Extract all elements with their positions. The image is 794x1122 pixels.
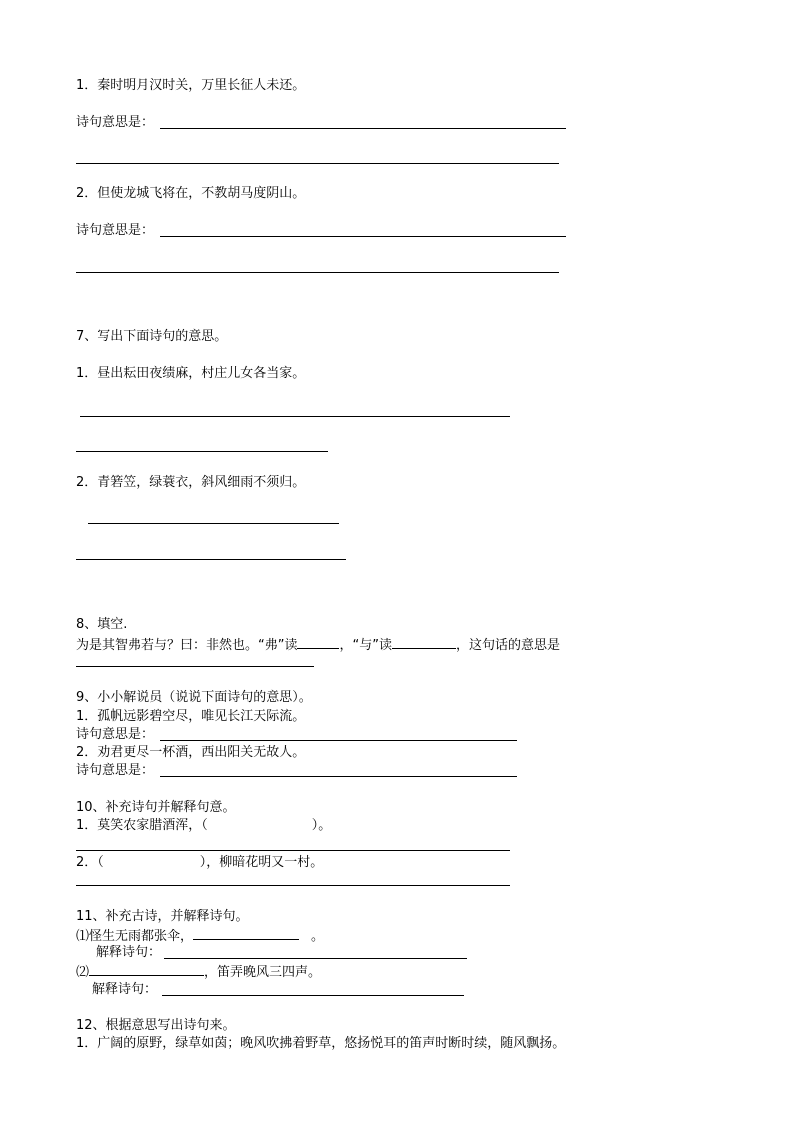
- s8-line1-part-a: 为是其智弗若与？曰：非然也。“弗”读: [76, 638, 298, 653]
- s11-q1-text: [76, 927, 324, 945]
- s11-q1-label: 解释诗句：: [96, 945, 162, 960]
- s9-q1-text: 1．孤帆远影碧空尽，唯见长江天际流。: [76, 709, 306, 724]
- s11-q2-blank[interactable]: [89, 963, 204, 976]
- s11-q1-answer-line[interactable]: [164, 958, 467, 959]
- s10-q1-text: [76, 818, 331, 834]
- s11-q2-part-b: ，笛弄晚风三四声。: [204, 965, 322, 980]
- s10-q1-part-a: 1．莫笑农家腊酒浑，（: [76, 818, 208, 833]
- s9-title: 9、小小解说员（说说下面诗句的意思）。: [76, 690, 312, 705]
- s8-title: 8、填空.: [76, 617, 128, 632]
- s7-q1-answer-line-1[interactable]: [80, 416, 510, 417]
- s11-q1-part-a: ⑴怪生无雨都张伞，: [76, 929, 194, 944]
- s10-q2-answer-line[interactable]: [76, 885, 510, 886]
- s10-q2-part-a: 2．（: [76, 855, 104, 870]
- s7-q2-text: 2．青箬笠，绿蓑衣，斜风细雨不须归。: [76, 475, 306, 490]
- s8-line1-part-b: ，“与”读: [339, 638, 392, 653]
- s10-q1-answer-line[interactable]: [76, 850, 510, 851]
- s12-q1-text: 1．广阔的原野，绿草如茵；晚风吹拂着野草，悠扬悦耳的笛声时断时续，随风飘扬。: [76, 1036, 566, 1051]
- s11-title: 11、补充古诗，并解释诗句。: [76, 909, 249, 924]
- s10-q2-text: [76, 855, 323, 871]
- s9-q1-label: 诗句意思是：: [76, 727, 155, 742]
- s6-q2-answer-line-1[interactable]: [160, 236, 566, 237]
- s11-q1-blank[interactable]: [193, 927, 299, 940]
- s7-q1-text: 1．昼出耘田夜绩麻，村庄儿女各当家。: [76, 366, 306, 381]
- s6-q2-answer-line-2[interactable]: [76, 272, 559, 273]
- s9-q2-text: 2．劝君更尽一杯酒，西出阳关无故人。: [76, 745, 306, 760]
- s10-q2-part-b: ），柳暗花明又一村。: [199, 855, 324, 870]
- s8-line1-part-c: ，这句话的意思是: [455, 638, 560, 653]
- s10-title: 10、补充诗句并解释句意。: [76, 800, 236, 815]
- s9-q2-answer-line[interactable]: [160, 776, 517, 777]
- s12-title: 12、根据意思写出诗句来。: [76, 1018, 236, 1033]
- s11-q2-answer-line[interactable]: [162, 995, 464, 996]
- s6-q1-answer-line-1[interactable]: [160, 128, 566, 129]
- s6-q2-text: 2．但使龙城飞将在，不教胡马度阴山。: [76, 186, 306, 201]
- s8-blank-yu[interactable]: [392, 636, 456, 649]
- s7-q2-answer-line-1[interactable]: [88, 523, 339, 524]
- s9-q2-label: 诗句意思是：: [76, 763, 155, 778]
- s8-blank-fu[interactable]: [297, 636, 339, 649]
- s6-q2-label: 诗句意思是：: [76, 223, 155, 238]
- s11-q2-part-a: ⑵: [76, 965, 90, 980]
- s9-q1-answer-line[interactable]: [160, 740, 517, 741]
- s7-title: 7、写出下面诗句的意思。: [76, 329, 228, 344]
- s7-q1-answer-line-2[interactable]: [76, 451, 328, 452]
- s8-answer-line[interactable]: [76, 666, 314, 667]
- s11-q2-label: 解释诗句：: [92, 982, 158, 997]
- s6-q1-text: 1．秦时明月汉时关，万里长征人未还。: [76, 78, 306, 93]
- s10-q1-part-b: ）。: [311, 818, 332, 833]
- s6-q1-label: 诗句意思是：: [76, 115, 155, 130]
- s6-q1-answer-line-2[interactable]: [76, 163, 559, 164]
- s11-q1-part-b: 。: [311, 929, 325, 944]
- s8-line1: [76, 636, 560, 654]
- s7-q2-answer-line-2[interactable]: [76, 559, 346, 560]
- s11-q2-text: [76, 963, 321, 981]
